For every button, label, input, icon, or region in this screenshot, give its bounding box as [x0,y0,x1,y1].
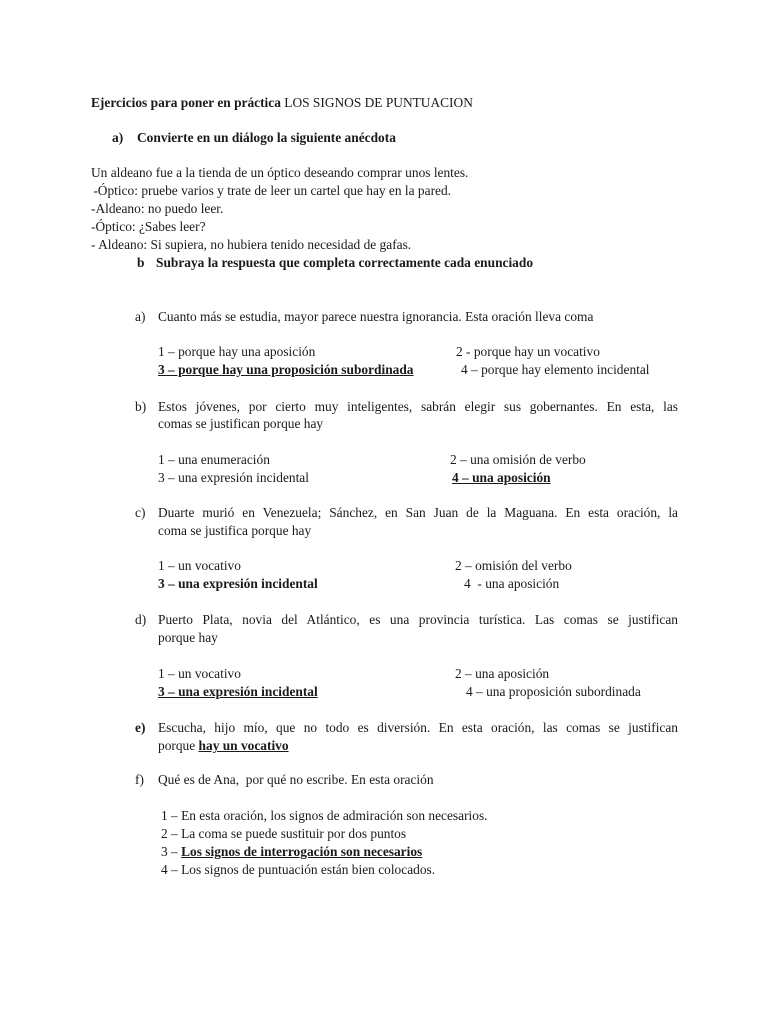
question-a-option-3-answer: 3 – porque hay una proposición subordinada [158,362,414,377]
question-d-text-line-1: Puerto Plata, novia del Atlántico, es una provincia turística. Las comas se justifican [158,612,678,627]
question-c-text-line-1: Duarte murió en Venezuela; Sánchez, en San Juan de la Maguana. En esta oración, la [158,505,678,520]
question-a-marker: a) [135,309,146,324]
question-b-option-1: 1 – una enumeración [158,452,270,467]
anecdote-line-3: -Aldeano: no puedo leer. [91,201,224,216]
question-b-option-3: 3 – una expresión incidental [158,470,309,485]
question-f-option-3 [161,843,422,861]
anecdote-line-2: -Óptico: pruebe varios y trate de leer un cartel que hay en la pared. [90,183,452,198]
question-f-option-2: 2 – La coma se puede sustituir por dos puntos [161,826,407,841]
question-c-option-4: 4 - una aposición [464,576,560,591]
question-b-option-2: 2 – una omisión de verbo [450,452,586,467]
question-b-text-line-2: comas se justifican porque hay [158,416,324,431]
question-f-option-1: 1 – En esta oración, los signos de admiración son necesarios. [161,808,488,823]
section-a-heading: Convierte en un diálogo la siguiente anécdota [137,130,396,145]
question-b-text-line-1: Estos jóvenes, por cierto muy inteligentes, sabrán elegir sus gobernantes. En esta, las [158,399,678,414]
question-f-text: Qué es de Ana, por qué no escribe. En esta oración [158,772,434,787]
question-d-option-4: 4 – una proposición subordinada [466,684,641,699]
question-a-option-2: 2 - porque hay un vocativo [456,344,600,359]
question-b-marker: b) [135,399,147,414]
question-c-text-line-2: coma se justifica porque hay [158,523,312,538]
question-a-text: Cuanto más se estudia, mayor parece nuestra ignorancia. Esta oración lleva coma [158,309,594,324]
question-c-option-1: 1 – un vocativo [158,558,241,573]
question-c-option-2: 2 – omisión del verbo [455,558,572,573]
question-c-marker: c) [135,505,146,520]
anecdote-line-4: -Óptico: ¿Sabes leer? [91,219,206,234]
question-f-option-3-prefix: 3 – [161,844,182,859]
section-b-marker: b [137,255,145,270]
section-a-marker: a) [112,130,124,145]
question-a-option-4: 4 – porque hay elemento incidental [461,362,650,377]
question-f-option-3-answer: Los signos de interrogación son necesarios [181,844,423,859]
question-d-option-1: 1 – un vocativo [158,666,241,681]
question-d-marker: d) [135,612,147,627]
question-d-text-line-2: porque hay [158,630,218,645]
question-b-option-4-answer: 4 – una aposición [452,470,551,485]
document-title [91,94,473,112]
title-topic: LOS SIGNOS DE PUNTUACION [284,95,473,110]
question-e-prefix: porque [158,738,199,753]
question-e-answer: hay un vocativo [198,738,289,753]
question-c-option-3-answer: 3 – una expresión incidental [158,576,318,591]
section-b-heading: Subraya la respuesta que completa correctamente cada enunciado [156,255,534,270]
question-d-option-2: 2 – una aposición [455,666,550,681]
question-e-text-line-2 [158,737,289,755]
question-e-text-line-1: Escucha, hijo mío, que no todo es diversión. En esta oración, las comas se justifican [158,720,678,735]
title-prefix: Ejercicios para poner en práctica [91,95,285,110]
anecdote-line-1: Un aldeano fue a la tienda de un óptico deseando comprar unos lentes. [91,165,469,180]
question-a-option-1: 1 – porque hay una aposición [158,344,316,359]
question-f-marker: f) [135,772,144,787]
anecdote-line-5: - Aldeano: Si supiera, no hubiera tenido necesidad de gafas. [91,237,412,252]
question-f-option-4: 4 – Los signos de puntuación están bien colocados. [161,862,436,877]
question-e-marker: e) [135,720,146,735]
question-d-option-3-answer: 3 – una expresión incidental [158,684,318,699]
